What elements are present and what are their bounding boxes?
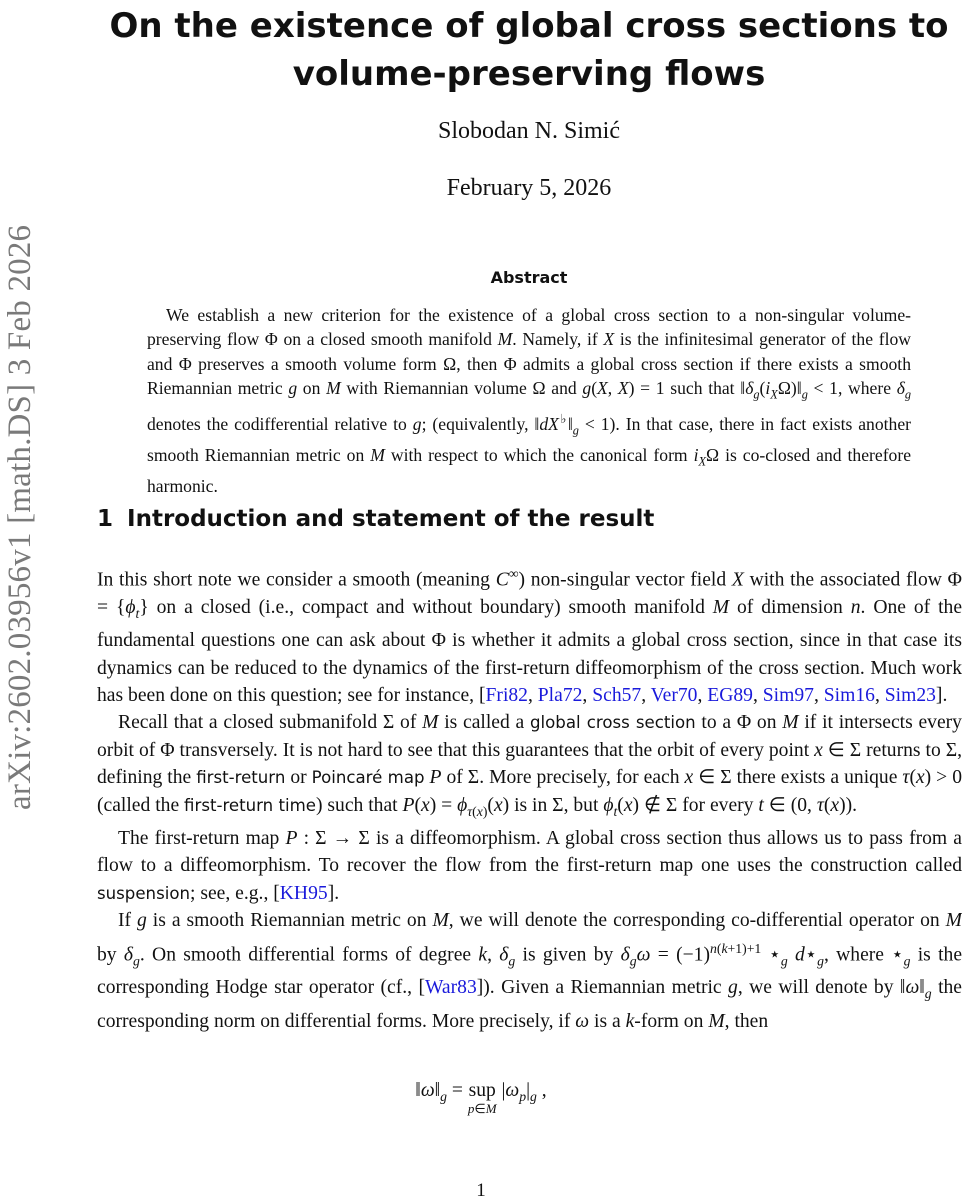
citation-link[interactable]: Sim23 (884, 685, 936, 707)
section-title: Introduction and statement of the result (127, 506, 655, 532)
abstract-body: We establish a new criterion for the existence of a global cross section to a non-singular volume-preserving flow Φ on a closed smooth manifold M. Namely, if X is the infinitesimal generator of the flow and Φ preserves a smooth volume form Ω, then Φ admits a global cross section if there exists a smooth Riemannian metric g on M with Riemannian volume Ω and g(X, X) = 1 such that $‖\delta_g(i_X\Omega)‖_g < 1$, where $\delta_g$ denotes the codifferential relative to g; (equivalently, $‖dX^♭‖_g < 1$). In that case, there in fact exists another smooth Riemannian metric on M with respect to which the canonical form $i_X\Omega$ is co-closed and therefore harmonic. (147, 305, 912, 496)
term-first-return: first-return (196, 768, 286, 788)
citation-link[interactable]: Fri82 (485, 685, 528, 707)
citation-link[interactable]: War83 (425, 977, 477, 999)
term-first-return-time: first-return time (184, 795, 316, 815)
page-number: 1 (476, 1180, 486, 1201)
section-heading (97, 506, 654, 532)
title-line-2: volume-preserving flows (292, 54, 766, 94)
date: February 5, 2026 (446, 175, 612, 201)
paragraph: If g is a smooth Riemannian metric on M, we will denote the corresponding co-differential operator on M by $\delta_g$. On smooth differential forms of degree k, $\delta_g$ is given by $\delta_g\omega = (-1)^{n(k+1)+1}$ $⋆_g$ $d⋆_g$, where $⋆_g$ is the corresponding Hodge star operator (cf., [War83]). Given a Riemannian metric g, we will denote by $‖\omega‖_g$ the corresponding norm on differential forms. More precisely, if ω is a k-form on M, then (97, 910, 962, 1032)
abstract-heading: Abstract (490, 268, 568, 287)
citation-link[interactable]: Sim16 (823, 685, 875, 707)
term-poincare-map: Poincaré map (311, 768, 425, 788)
paragraph: In this short note we consider a smooth (meaning C∞) non-singular vector field X with the associated flow $\Phi = \{\phi_t\}$ on a closed (i.e., compact and without boundary) smooth manifold M of dimension n. One of the fundamental questions one can ask about Φ is whether it admits a global cross section, since in that case its dynamics can be reduced to the dynamics of the first-return diffeomorphism of the cross section. Much work has been done on this question; see for instance, [Fri82, Pla72, Sch57, Ver70, EG89, Sim97, Sim16, Sim23]. (97, 566, 962, 707)
paragraph: The first-return map P : Σ → Σ is a diffeomorphism. A global cross section thus allows us to pass from a flow to a diffeomorphism. To recover the flow from the first-return map one uses the construction called suspension; see, e.g., [KH95]. (97, 828, 962, 904)
paper-title (96, 2, 962, 98)
section-body (97, 560, 962, 1035)
display-equation: $‖\omega‖_g$ = sup p∈M $|\omega_p|_g$ , (415, 1080, 547, 1116)
citation-link[interactable]: Ver70 (650, 685, 698, 707)
citation-link[interactable]: Pla72 (537, 685, 583, 707)
author: Slobodan N. Simić (437, 118, 620, 144)
citation-link[interactable]: Sch57 (592, 685, 642, 707)
citation-link[interactable]: Sim97 (762, 685, 814, 707)
section-number: 1 (97, 506, 114, 532)
term-global-cross-section: global cross section (530, 713, 696, 733)
title-line-1: On the existence of global cross sections to (109, 6, 949, 46)
citation-link[interactable]: EG89 (707, 685, 753, 707)
citation-link[interactable]: KH95 (279, 882, 328, 904)
paragraph: Recall that a closed submanifold Σ of M is called a global cross section to a Φ on M if it intersects every orbit of Φ transversely. It is not hard to see that this guarantees that the orbit of every point x ∈ Σ returns to Σ, defining the first-return or Poincaré map P of Σ. More precisely, for each x ∈ Σ there exists a unique τ(x) > 0 (called the first-return time) such that $P(x) = \phi_{\tau(x)}(x)$ is in Σ, but $\phi_t(x)$ ∉ Σ for every t ∈ (0, τ(x)). (97, 712, 962, 819)
arxiv-identifier: arXiv:2602.03956v1 [math.DS] 3 Feb 2026 (2, 224, 38, 810)
term-suspension: suspension (97, 883, 190, 903)
